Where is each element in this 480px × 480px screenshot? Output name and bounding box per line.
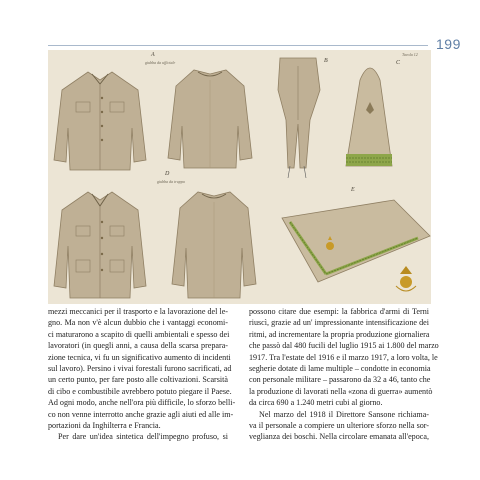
plate-corner-note: Tavola 12 (402, 52, 418, 57)
text-line: Ad ogni modo, anche nell'ora più difficile, lo sforzo belli- (48, 398, 236, 408)
text-line: riuscì, grazie ad un' impressionante intensificazione dei (249, 318, 429, 328)
text-line: lavoratori (in quegli anni, a causa della scarsa prepara- (48, 341, 228, 351)
plate-label-a: A (151, 52, 155, 58)
text-line: veglianza dei boschi. Nella circolare emanata all'epoca, (249, 432, 429, 442)
text-line: con personale militare – passarono da 32 a 46, tanto che (249, 375, 431, 385)
text-line: possono citare due esempi: la fabbrica d'armi di Terni (249, 307, 429, 316)
text-line: gno. Ma non v'è alcun dubbio che i vantaggi economi- (48, 318, 228, 328)
text-line: zione tecnica, vi fu un significativo aumento di incidenti (48, 352, 231, 362)
header-rule (48, 45, 428, 46)
text-line: mezzi meccanici per il trasporto e la lavorazione del le- (48, 307, 228, 316)
plate-label-b: B (324, 58, 328, 64)
page-number: 199 (436, 36, 461, 52)
text-line: da circa 690 a 1.240 metri cubi al giorno. (249, 398, 383, 408)
text-line: portazioni da Inghilterra e Francia. (48, 421, 161, 431)
text-line: 1917. Tra l'estate del 1916 e il marzo 1917, a loro volta, le (249, 352, 438, 362)
uniform-plate-illustration (48, 50, 431, 304)
text-line: co non venne interrotto anche grazie agli aiuti ed alle im- (48, 409, 234, 419)
plate-label-e: E (351, 187, 355, 193)
text-line: Per dare un'idea sintetica dell'impegno profuso, si (58, 432, 228, 442)
text-line: sul lavoro). Persino i vivai forestali furono sacrificati, ad (48, 364, 232, 374)
plate-label-d: D (165, 171, 170, 177)
text-line: un certo punto, per fare posto alle coltivazioni. Scarsità (48, 375, 228, 385)
plate-label-c: C (396, 60, 401, 66)
text-line: va il personale a compiere un ulteriore sforzo nella sor- (249, 421, 429, 431)
text-line: che passò dal 480 fucili del luglio 1915 ai 1.800 del marzo (249, 341, 439, 351)
plate-caption-a: giubba da ufficiale (145, 60, 176, 65)
jacket-b-back (168, 70, 252, 168)
text-line: la produzione di lavorati nella «zona di guerra» aumentò (249, 386, 433, 396)
jacket-back-2 (172, 192, 256, 298)
text-line: Nel marzo del 1918 il Direttore Sansone richiama- (259, 409, 429, 419)
text-line: ci maturarono a scapito di quelli ambientali e spesso dei (48, 329, 230, 339)
text-line: ritmi, ad incrementare la propria produzione giornaliera (249, 329, 430, 339)
text-column-left (48, 306, 236, 443)
uniform-plate-drawing (48, 50, 431, 304)
text-line: segherie dotate di lame multiple – condotte in economia (249, 364, 431, 374)
text-line: di cibo e combustibile avrebbero potuto piegare il Paese. (48, 386, 232, 396)
text-column-right (249, 306, 439, 443)
plate-caption-d: giubba da truppa (157, 179, 185, 184)
